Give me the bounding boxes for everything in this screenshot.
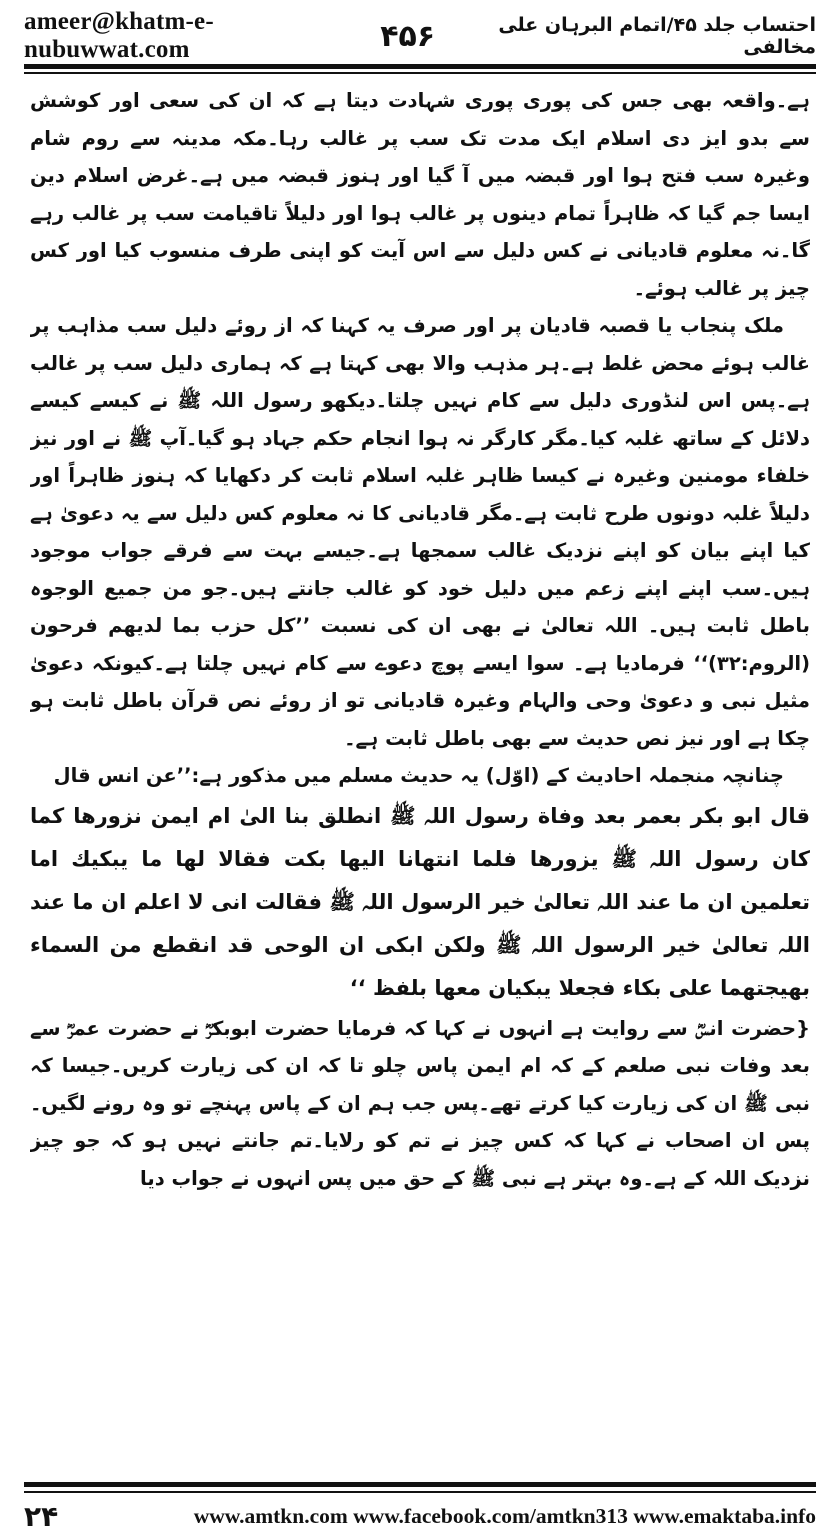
footer-page-number: ۲۴ bbox=[24, 1499, 59, 1533]
header-rule-thick bbox=[24, 64, 816, 69]
paragraph-1: ہے۔واقعہ بھی جس کی پوری پوری شہادت دیتا ہے کہ ان کی سعی اور کوشش سے بدو ایز دی اسلام ایک مدت تک سب پر غالب رہا۔مکہ مدینہ سے روم شام وغیرہ سب فتح ہوا اور قبضہ میں آ گیا اور ہنوز قبضہ میں ہے۔غرض اسلام دین ایسا جم گیا کہ ظاہراً تمام دینوں پر غالب ہوا اور دلیلاً تاقیامت سب پر غالب رہے گا۔نہ معلوم قادیانی نے کس دلیل سے اس آیت کو اپنی طرف منسوب کیا اور کس چیز پر غالب ہوئے۔ bbox=[30, 89, 810, 300]
footer-rule-thick bbox=[24, 1482, 816, 1487]
book-title: احتساب جلد ۴۵/اتمام البرہان علی مخالفی bbox=[498, 14, 816, 58]
header-email: ameer@khatm-e-nubuwwat.com bbox=[24, 8, 214, 63]
page-header bbox=[24, 8, 816, 64]
hadith-translation: {حضرت انسؓ سے روایت ہے انہوں نے کہا کہ فرمایا حضرت ابوبکرؓ نے حضرت عمرؓ سے بعد وفات نبی صلعم کے کہ ام ایمن پاس چلو تا کہ ان کی زیارت کریں۔جیسا کہ نبی ﷺ ان کی زیارت کیا کرتے تھے۔پس جب ہم ان کے پاس پہنچے تو وہ رونے لگیں۔پس ان اصحاب نے کہا کہ کس چیز نے تم کو رلایا۔تم جانتے نہیں ہو کہ جو چیز نزدیک اللہ کے ہے۔وہ بہتر ہے نبی ﷺ کے حق میں پس انہوں نے جواب دیا bbox=[30, 1016, 810, 1190]
header-left bbox=[24, 8, 435, 64]
footer-links: www.amtkn.com www.facebook.com/amtkn313 www.emaktaba.info bbox=[193, 1503, 816, 1528]
footer-rule-thin bbox=[24, 1491, 816, 1493]
page-body bbox=[30, 82, 810, 1462]
header-page-number: ۴۵۶ bbox=[380, 18, 436, 54]
hadith-arabic: قال ابو بکر بعمر بعد وفاة رسول اللہ ﷺ انطلق بنا الیٰ ام ایمن نزورھا کما کان رسول اللہ ﷺ یزورھا فلما انتھانا الیھا بکت فقالا لھا ما یبکیك اما تعلمین ان ما عند اللہ تعالیٰ خیر الرسول اللہ ﷺ فقالت انی لا اعلم ان ما عند اللہ تعالیٰ خیر الرسول اللہ ﷺ ولکن ابکی ان الوحی قد انقطع من السماء بھیجتھما علی بکاء فجعلا یبکیان معھا بلفظ ‘‘ bbox=[30, 803, 810, 1000]
page-footer bbox=[24, 1496, 816, 1536]
header-rule-thin bbox=[24, 72, 816, 74]
paragraph-2: ملک پنجاب یا قصبہ قادیان پر اور صرف یہ کہنا کہ از روئے دلیل سب مذاہب پر غالب ہوئے محض غلط ہے۔ہر مذہب والا بھی کہتا ہے کہ ہماری دلیل سب پر غالب ہے۔پس اس لنڈوری دلیل سے کام نہیں چلتا۔دیکھو رسول اللہ ﷺ نے کیسے کیسے دلائل کے ساتھ غلبہ کیا۔مگر کارگر نہ ہوا انجام حکم جہاد ہو گیا۔آپ ﷺ نے اور نیز خلفاء مومنین وغیرہ نے کیسا ظاہر غلبہ اسلام ثابت کر دکھایا کہ ہنوز ظاہراً اور دلیلاً غلبہ دونوں طرح ثابت ہے۔مگر قادیانی کا نہ معلوم کس دلیل سے یہ دعویٰ ہے کیا اپنے بیان کو اپنے نزدیک غالب سمجھا ہے۔جیسے بہت سے فرقے جواب موجود ہیں۔سب اپنے اپنے زعم میں دلیل خود کو غالب جانتے ہیں۔جو من جمیع الوجوہ باطل ثابت ہیں۔ اللہ تعالیٰ نے بھی ان کی نسبت ’’کل حزب بما لدیھم فرحون (الروم:۳۲)‘‘ فرمادیا ہے۔ سوا ایسے پوچ دعوے سے کام نہیں چلتا ہے۔کیونکہ دعویٰ مثیل نبی و دعویٰ وحی والہام وغیرہ قادیانی تو از روئے نص قرآن باطل ثابت ہو چکا ہے اور نیز نص حدیث سے بھی باطل ثابت ہے۔ bbox=[30, 314, 810, 750]
paragraph-3: چنانچہ منجملہ احادیث کے (اوّل) یہ حدیث مسلم میں مذکور ہے:’’عن انس قال bbox=[53, 764, 784, 787]
